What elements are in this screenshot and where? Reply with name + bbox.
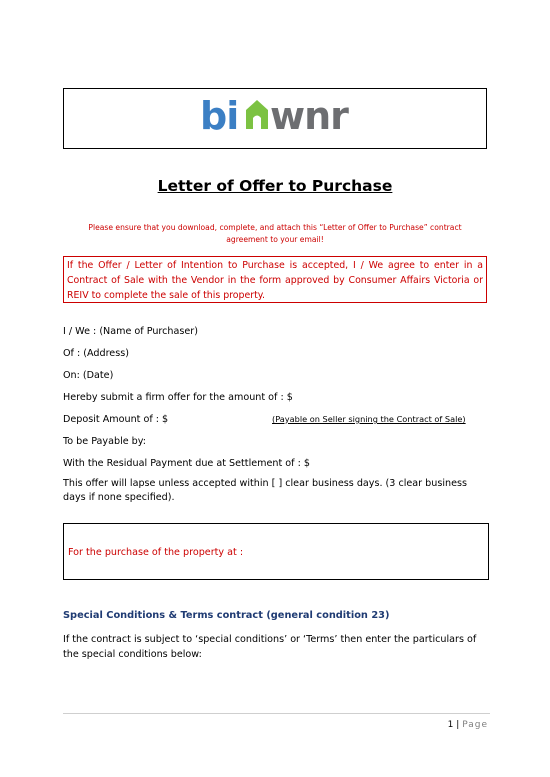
logo-text-bi: bi bbox=[200, 94, 239, 135]
payable-by-field: To be Payable by: bbox=[63, 436, 146, 447]
offer-amount-field: Hereby submit a firm offer for the amount of : $ bbox=[63, 392, 293, 403]
biownr-logo bbox=[200, 91, 350, 135]
footer-divider bbox=[63, 713, 490, 714]
special-conditions-text: If the contract is subject to ‘special conditions’ or ‘Terms’ then enter the particulars of the special conditions below: bbox=[63, 634, 477, 660]
footer-separator: | bbox=[456, 720, 460, 730]
date-field: On: (Date) bbox=[63, 370, 114, 381]
purchaser-field: I / We : (Name of Purchaser) bbox=[63, 326, 198, 337]
page-label: Page bbox=[462, 720, 488, 730]
page-footer bbox=[448, 720, 488, 730]
deposit-note: (Payable on Seller signing the Contract of Sale) bbox=[272, 414, 466, 424]
property-box bbox=[63, 523, 489, 580]
document-title: Letter of Offer to Purchase bbox=[157, 177, 393, 195]
download-notice: Please ensure that you download, complete, and attach this “Letter of Offer to Purchase” contract agreement to your email! bbox=[88, 223, 462, 244]
acceptance-clause: If the Offer / Letter of Intention to Purchase is accepted, I / We agree to enter in a Contract of Sale with the Vendor in the form approved by Consumer Affairs Victoria or REIV to complete the sale of this property. bbox=[67, 260, 483, 301]
deposit-field: Deposit Amount of : $ bbox=[63, 414, 169, 425]
acceptance-clause-box bbox=[63, 256, 487, 303]
page-number: 1 bbox=[447, 720, 454, 730]
special-conditions-title: Special Conditions & Terms contract (general condition 23) bbox=[63, 610, 390, 621]
logo-text-wnr: wnr bbox=[270, 94, 348, 135]
residual-field: With the Residual Payment due at Settlement of : $ bbox=[63, 458, 310, 469]
house-icon bbox=[246, 100, 268, 129]
address-field: Of : (Address) bbox=[63, 348, 129, 359]
lapse-clause: This offer will lapse unless accepted within [ ] clear business days. (3 clear business days if none specified). bbox=[63, 478, 467, 503]
property-label: For the purchase of the property at : bbox=[68, 547, 244, 558]
